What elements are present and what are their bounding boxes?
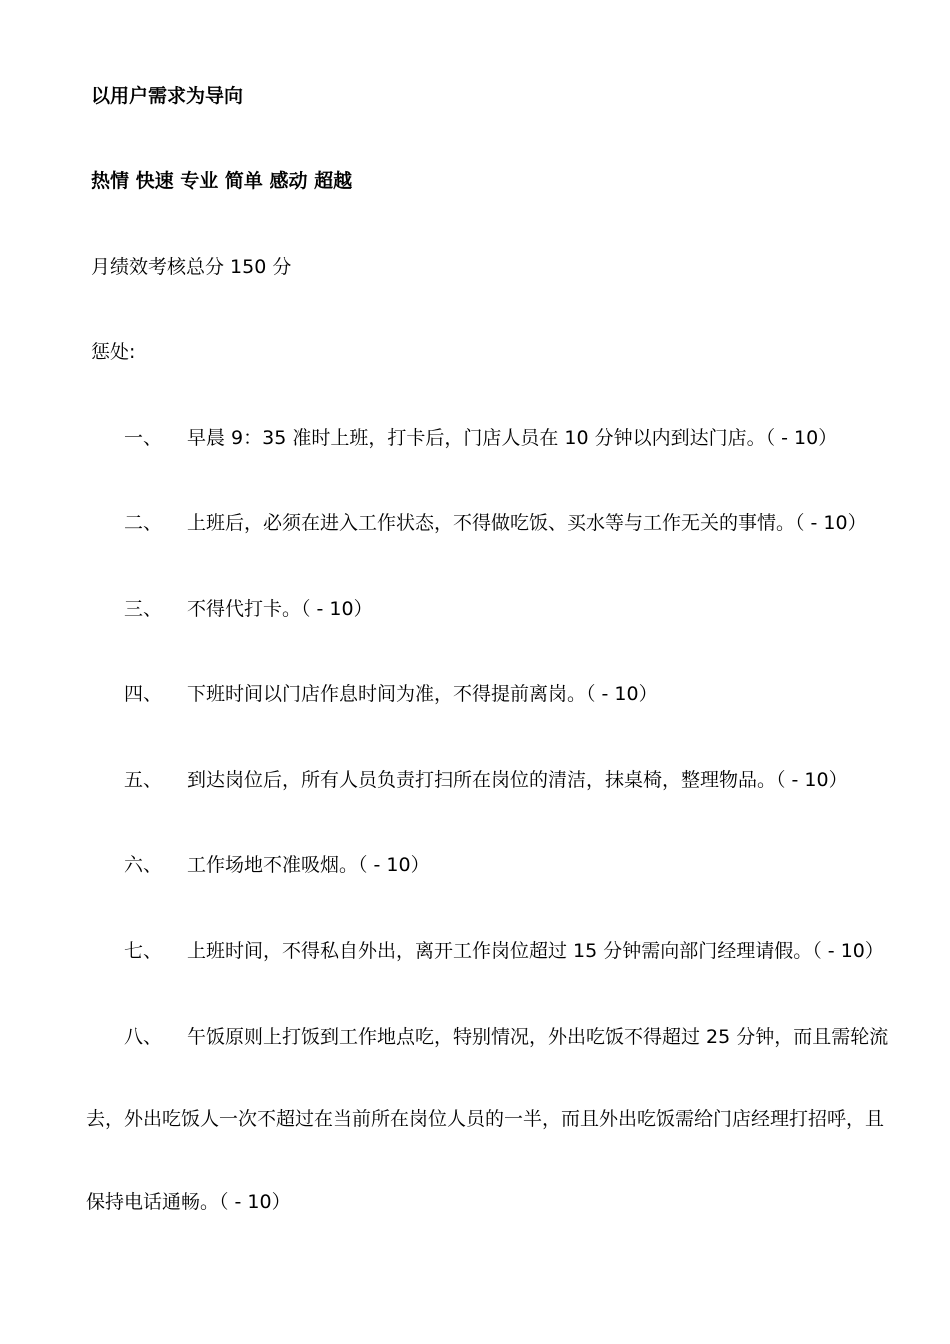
item-number: 一、 <box>124 427 163 449</box>
item-text: 到达岗位后，所有人员负责打扫所在岗位的清洁，抹桌椅，整理物品。（ - 10） <box>187 769 848 791</box>
item-text: 上班时间，不得私自外出，离开工作岗位超过 15 分钟需向部门经理请假。（ - 10） <box>187 940 884 962</box>
item-number: 四、 <box>124 683 163 705</box>
item-number: 八、 <box>124 1026 163 1048</box>
item-text: 早晨 9：35 准时上班，打卡后，门店人员在 10 分钟以内到达门店。（ - 10） <box>187 427 838 449</box>
item-text: 上班后，必须在进入工作状态，不得做吃饭、买水等与工作无关的事情。（ - 10） <box>187 512 867 534</box>
item-number: 六、 <box>124 854 163 876</box>
total-score-line: 月绩效考核总分 150 分 <box>91 256 292 278</box>
heading-values: 热情 快速 专业 简单 感动 超越 <box>91 170 353 192</box>
item-text: 午饭原则上打饭到工作地点吃，特别情况，外出吃饭不得超过 25 分钟，而且需轮流 <box>187 1026 889 1048</box>
item-number: 五、 <box>124 769 163 791</box>
item-number: 二、 <box>124 512 163 534</box>
item-text: 不得代打卡。（ - 10） <box>187 598 373 620</box>
penalty-label: 惩处: <box>91 341 136 363</box>
item-number: 三、 <box>124 598 163 620</box>
item-text: 下班时间以门店作息时间为准，不得提前离岗。（ - 10） <box>187 683 658 705</box>
heading-user-oriented: 以用户需求为导向 <box>91 85 244 107</box>
item-text: 工作场地不准吸烟。（ - 10） <box>187 854 430 876</box>
item-number: 七、 <box>124 940 163 962</box>
item-text-continuation: 去，外出吃饭人一次不超过在当前所在岗位人员的一半，而且外出吃饭需给门店经理打招呼，且 <box>86 1108 885 1130</box>
item-text-continuation: 保持电话通畅。（ - 10） <box>86 1191 291 1213</box>
